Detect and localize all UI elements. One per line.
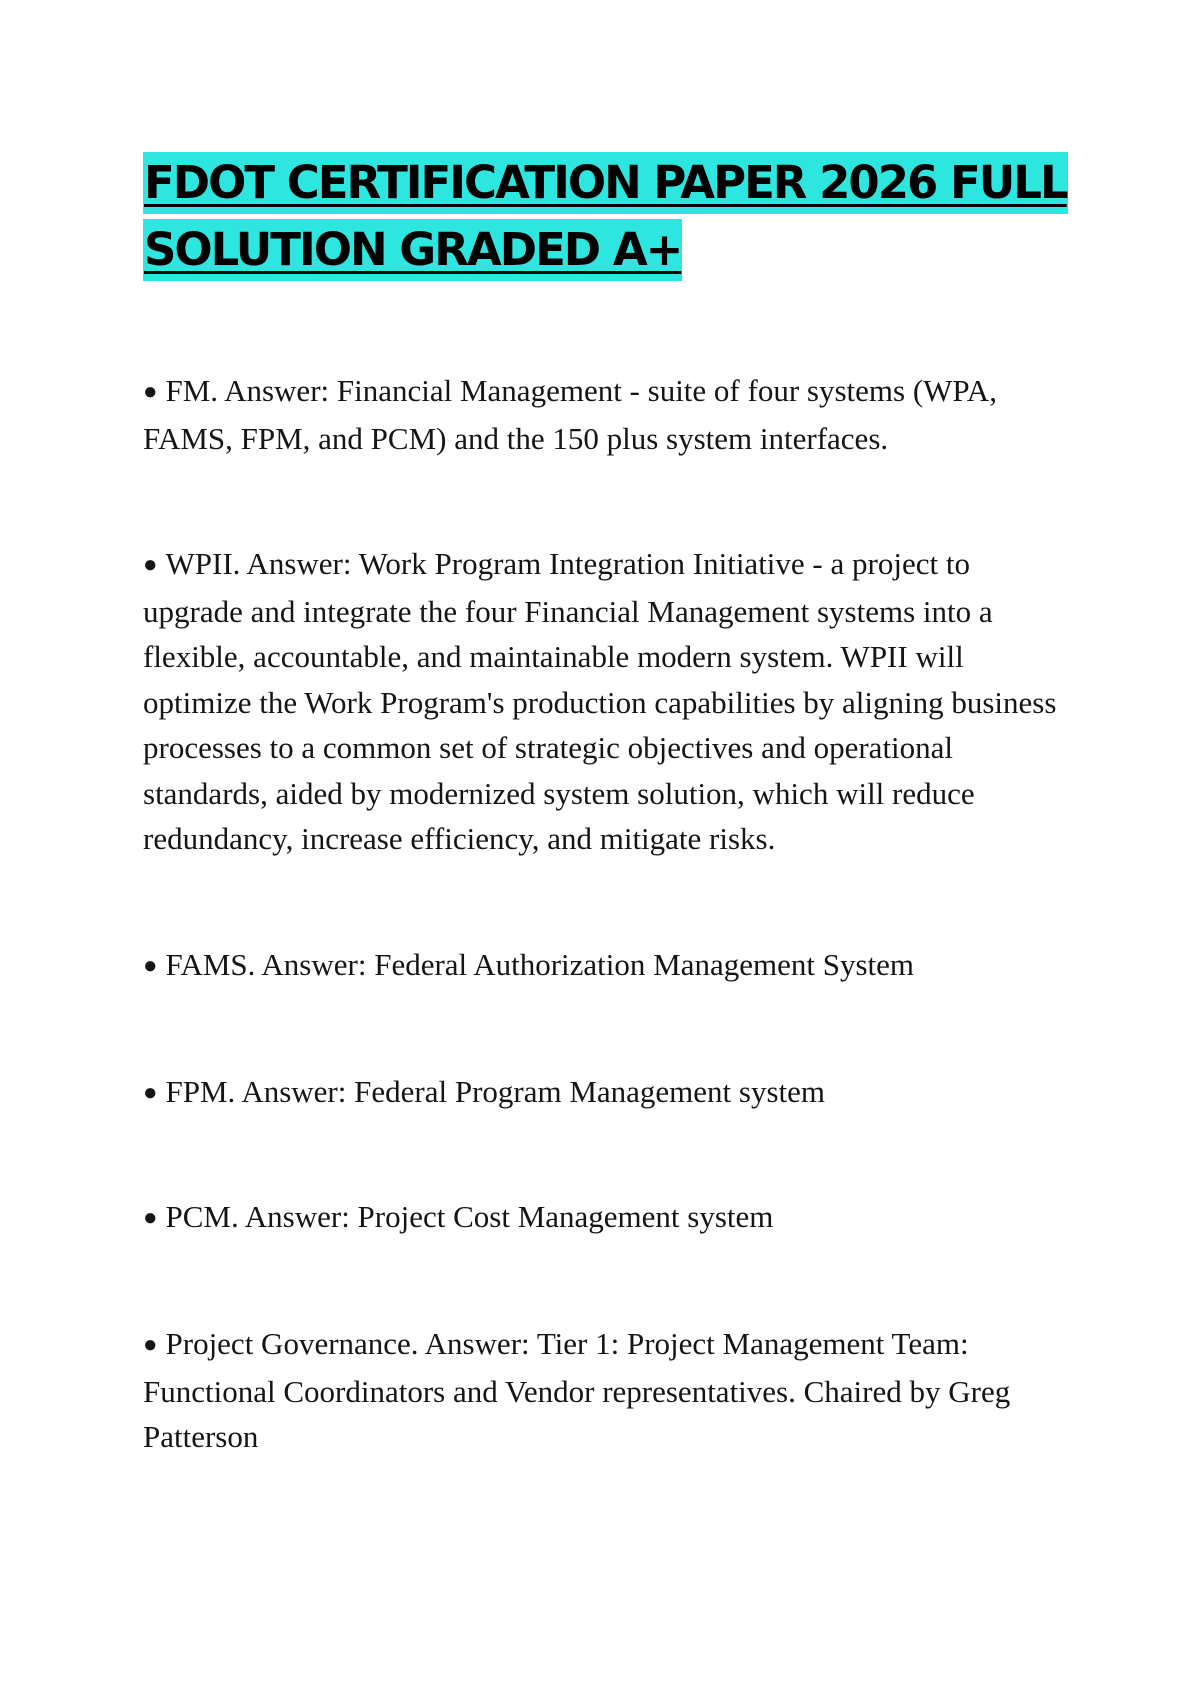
entry-fpm xyxy=(143,1069,1063,1117)
bullet-icon: ● xyxy=(143,953,158,979)
bullet-icon: ● xyxy=(143,552,158,578)
bullet-icon: ● xyxy=(143,1205,158,1231)
bullet-icon: ● xyxy=(143,379,158,405)
entry-text: Project Governance. Answer: Tier 1: Project Management Team: Functional Coordinators and Vendor representatives. Chaired by Greg Patterson xyxy=(143,1326,1011,1454)
entry-text: WPII. Answer: Work Program Integration Initiative - a project to upgrade and integrate the four Financial Management systems into a flexible, accountable, and maintainable modern system. WPII will optimize the Work Program's production capabilities by aligning business processes to a common set of strategic objectives and operational standards, aided by modernized system solution, which will reduce redundancy, increase efficiency, and mitigate risks. xyxy=(143,546,1057,856)
entry-text: FPM. Answer: Federal Program Management system xyxy=(165,1074,826,1109)
entry-wpii xyxy=(143,541,1063,862)
entry-fams xyxy=(143,942,1063,990)
title-line-1: FDOT CERTIFICATION PAPER 2026 FULL xyxy=(143,152,1068,214)
entry-text: PCM. Answer: Project Cost Management system xyxy=(165,1199,774,1234)
entry-text: FAMS. Answer: Federal Authorization Management System xyxy=(165,947,914,982)
entry-fm xyxy=(143,368,1063,461)
entry-pcm xyxy=(143,1194,1063,1242)
entry-text: FM. Answer: Financial Management - suite of four systems (WPA, FAMS, FPM, and PCM) and the 150 plus system interfaces. xyxy=(143,373,997,456)
document-title xyxy=(143,152,1067,286)
bullet-icon: ● xyxy=(143,1332,158,1358)
bullet-icon: ● xyxy=(143,1080,158,1106)
title-line-2: SOLUTION GRADED A+ xyxy=(143,219,682,281)
entry-project-governance xyxy=(143,1321,1063,1460)
